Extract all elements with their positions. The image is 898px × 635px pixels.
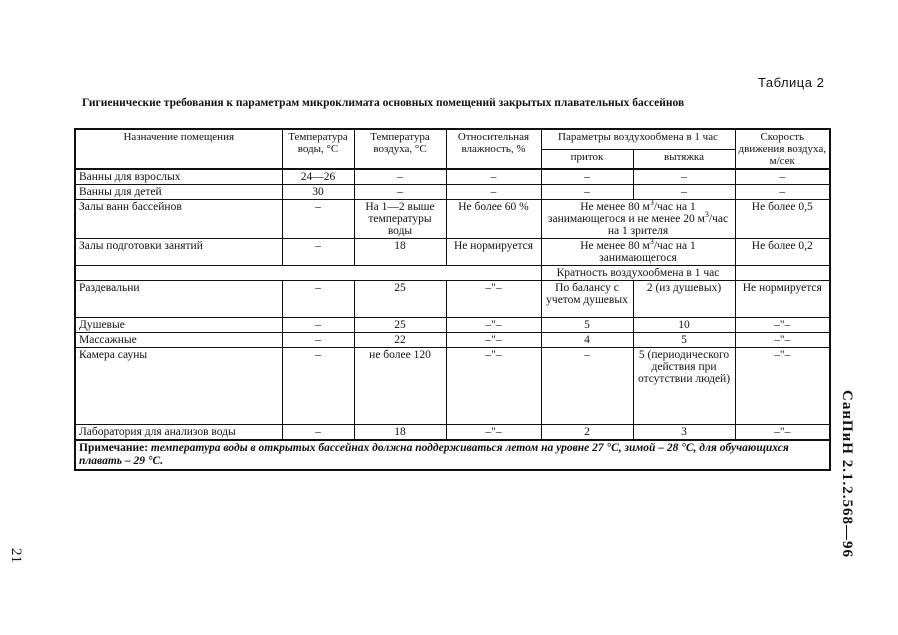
cell-humidity: –"– [446, 281, 541, 318]
cell-humidity: –"– [446, 318, 541, 333]
cell-water: – [282, 239, 354, 266]
cell-room: Залы подготовки занятий [75, 239, 282, 266]
header-inflow: приток [541, 149, 633, 169]
cell-speed: Не более 0,5 [735, 200, 830, 239]
note-row [75, 440, 830, 470]
cell-exchange [541, 200, 735, 239]
microclimate-table [74, 128, 831, 471]
cell-inflow: 5 [541, 318, 633, 333]
header-exhaust: вытяжка [633, 149, 735, 169]
header-speed: Скорость движения воздуха, м/сек [735, 129, 830, 169]
header-exchange: Параметры воздухообмена в 1 час [541, 129, 735, 149]
superscript: 3 [649, 237, 654, 247]
cell-air: 22 [354, 333, 446, 348]
cell-room: Ванны для взрослых [75, 169, 282, 185]
cell-speed: –"– [735, 333, 830, 348]
cell-speed: – [735, 169, 830, 185]
table-label: Таблица 2 [758, 75, 825, 90]
cell-water: – [282, 348, 354, 425]
superscript: 3 [704, 210, 709, 220]
header-row [75, 129, 830, 149]
table-caption: Гигиенические требования к параметрам микроклимата основных помещений закрытых плавательных бассейнов [82, 97, 685, 109]
table-row [75, 185, 830, 200]
table-row [75, 239, 830, 266]
table-row [75, 348, 830, 425]
cell-air: 18 [354, 239, 446, 266]
cell-speed: Не более 0,2 [735, 239, 830, 266]
table-row [75, 281, 830, 318]
header-room: Назначение помещения [75, 129, 282, 169]
exchange-text-c: /час на 1 зрителя [607, 213, 729, 237]
cell-exhaust: – [633, 185, 735, 200]
page-number: 21 [8, 548, 24, 563]
cell-inflow: – [541, 348, 633, 425]
cell-exchange [541, 239, 735, 266]
cell-humidity: Не более 60 % [446, 200, 541, 239]
document-code: СанПиН 2.1.2.568—96 [839, 390, 855, 558]
cell-humidity: Не нормируется [446, 239, 541, 266]
cell-humidity: –"– [446, 425, 541, 441]
cell-air: 25 [354, 318, 446, 333]
table-row [75, 200, 830, 239]
header-humidity: Относительная влажность, % [446, 129, 541, 169]
header-air-temp: Температура воздуха, °С [354, 129, 446, 169]
cell-room: Лаборатория для анализов воды [75, 425, 282, 441]
cell-exhaust: – [633, 169, 735, 185]
header-water-temp: Температура воды, °С [282, 129, 354, 169]
table-row [75, 169, 830, 185]
cell-room: Массажные [75, 333, 282, 348]
cell-water: – [282, 425, 354, 441]
table-row [75, 318, 830, 333]
cell-water: – [282, 318, 354, 333]
cell-humidity: – [446, 185, 541, 200]
cell-exhaust: 2 (из душевых) [633, 281, 735, 318]
subheader-blank [735, 266, 830, 281]
cell-water: 30 [282, 185, 354, 200]
note-text: температура воды в открытых бассейнах должна поддерживаться летом на уровне 27 °С, зимой – 28 °С, для обучающихся плавать – 29 °С. [79, 442, 789, 467]
cell-speed: – [735, 185, 830, 200]
superscript: 3 [649, 198, 654, 208]
cell-inflow: – [541, 185, 633, 200]
cell-room: Залы ванн бассейнов [75, 200, 282, 239]
exchange-text-a: Не менее 80 м [580, 201, 650, 213]
cell-humidity: –"– [446, 348, 541, 425]
cell-inflow: 4 [541, 333, 633, 348]
cell-exhaust: 10 [633, 318, 735, 333]
cell-air: – [354, 185, 446, 200]
cell-inflow: – [541, 169, 633, 185]
cell-air: 25 [354, 281, 446, 318]
exchange-text-b: /час на 1 занимающегося [599, 240, 696, 264]
cell-exhaust: 3 [633, 425, 735, 441]
cell-exhaust: 5 [633, 333, 735, 348]
cell-water: – [282, 200, 354, 239]
cell-air: не более 120 [354, 348, 446, 425]
note-label: Примечание: [79, 442, 149, 454]
cell-room: Раздевальни [75, 281, 282, 318]
subheader-blank [75, 266, 541, 281]
cell-inflow: 2 [541, 425, 633, 441]
cell-room: Душевые [75, 318, 282, 333]
cell-humidity: –"– [446, 333, 541, 348]
cell-inflow: По балансу с учетом душевых [541, 281, 633, 318]
cell-speed: –"– [735, 425, 830, 441]
cell-room: Камера сауны [75, 348, 282, 425]
subheader-row [75, 266, 830, 281]
table-row [75, 425, 830, 441]
exchange-text-a: Не менее 80 м [580, 240, 650, 252]
cell-air: На 1—2 выше температуры воды [354, 200, 446, 239]
cell-speed: –"– [735, 348, 830, 425]
cell-air: 18 [354, 425, 446, 441]
note-cell [75, 440, 830, 470]
cell-speed: Не нормируется [735, 281, 830, 318]
subheader-frequency: Кратность воздухообмена в 1 час [541, 266, 735, 281]
cell-speed: –"– [735, 318, 830, 333]
table-row [75, 333, 830, 348]
cell-humidity: – [446, 169, 541, 185]
cell-room: Ванны для детей [75, 185, 282, 200]
cell-exhaust: 5 (периодического действия при отсутствии людей) [633, 348, 735, 425]
cell-water: 24—26 [282, 169, 354, 185]
cell-water: – [282, 281, 354, 318]
cell-air: – [354, 169, 446, 185]
cell-water: – [282, 333, 354, 348]
exchange-text-b: /час на 1 занимающегося и не менее 20 м [547, 201, 705, 225]
